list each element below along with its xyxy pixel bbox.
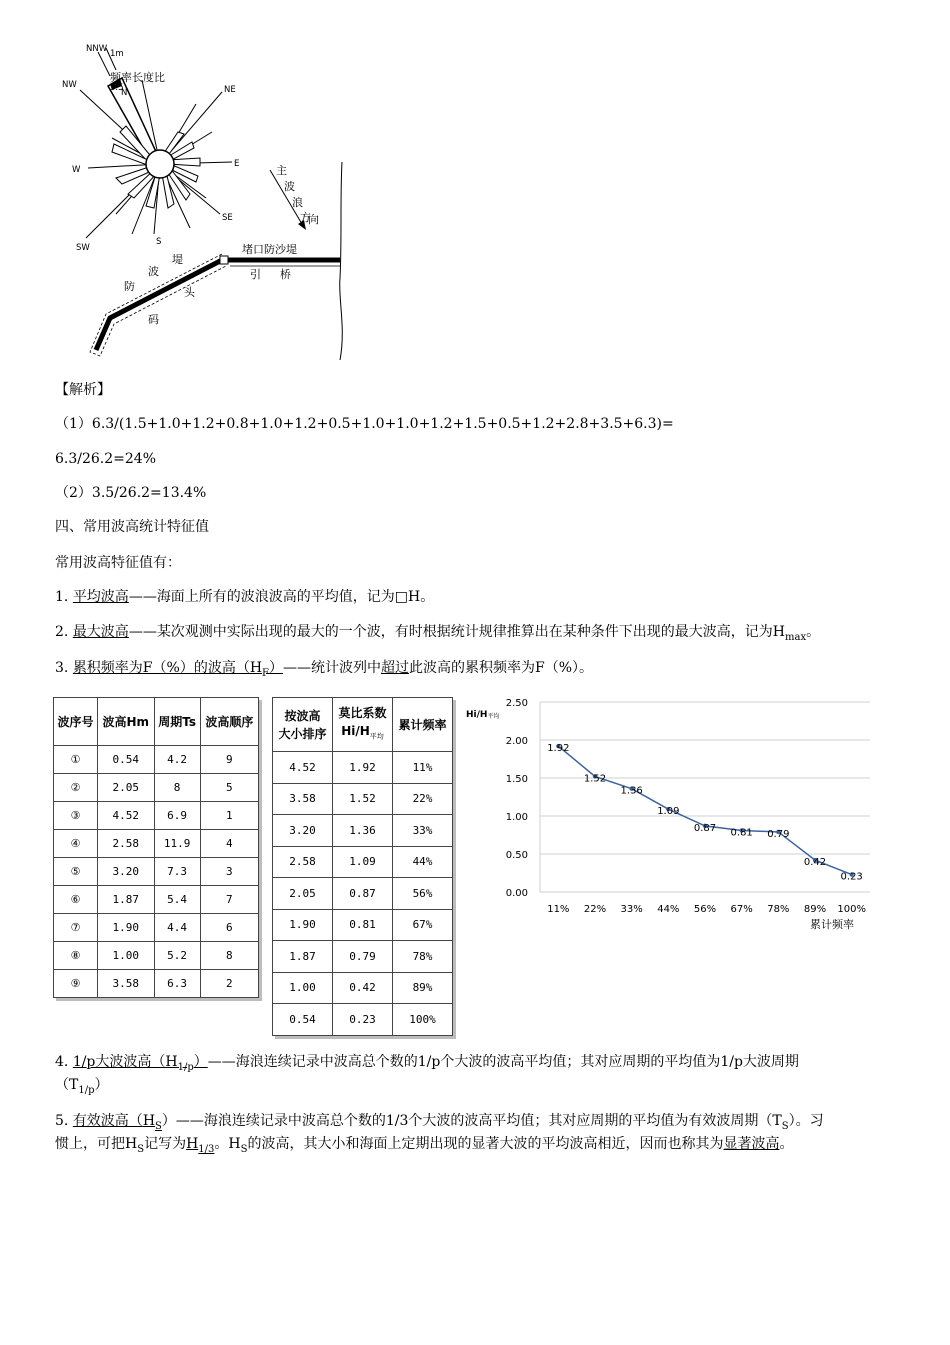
table-cell: 7.3 <box>154 858 200 886</box>
table-cell: 3.20 <box>273 815 333 847</box>
table-cell: 1.92 <box>333 752 393 784</box>
table2-row <box>273 815 453 847</box>
chart-data-label: 1.36 <box>620 785 643 797</box>
table-cell: 1.90 <box>273 909 333 941</box>
item-significant-wave-height: 5. 有效波高$(H_S)——$海浪连续记录中波高总个数的1/3个大波的波高平均值；其对应周期的平均值为有效波周期$(T_S)$。习 <box>55 1113 824 1132</box>
table-cell: ⑨ <box>54 970 98 998</box>
chart-ytick-label: 2.50 <box>505 698 528 709</box>
table2-row <box>273 1004 453 1036</box>
table-cell: 2.05 <box>273 878 333 910</box>
table-cell: 11% <box>393 752 453 784</box>
table-cell: 0.81 <box>333 909 393 941</box>
table-cell: 3.58 <box>98 970 155 998</box>
table-cell: 0.42 <box>333 972 393 1004</box>
table-cell: 78% <box>393 941 453 973</box>
table-cell: 2.58 <box>273 846 333 878</box>
table-cell: ⑥ <box>54 886 98 914</box>
table-cell: 67% <box>393 909 453 941</box>
wind-rose-diagram <box>50 38 350 363</box>
table-cell: 0.54 <box>273 1004 333 1036</box>
item-1p-wave-height: 4. 1/p大波波高$(H_{1/p})——$海浪连续记录中波高总个数的1/p个大波的波高平均值；其对应周期的平均值为1/p大波周期 <box>55 1054 799 1073</box>
pier-char-0: 防 <box>124 280 135 293</box>
chart-ytick-label: 0.00 <box>505 888 528 899</box>
table-cell: 1.36 <box>333 815 393 847</box>
table-cell: 0.23 <box>333 1004 393 1036</box>
label-se: SE <box>222 213 233 223</box>
table-cell: 2.58 <box>98 830 155 858</box>
table-cell: ⑧ <box>54 942 98 970</box>
table-cell: 0.87 <box>333 878 393 910</box>
table-cell: 6 <box>200 914 258 942</box>
table2-row <box>273 846 453 878</box>
table-cell: 8 <box>154 774 200 802</box>
table2-row <box>273 878 453 910</box>
table-cell: 0.54 <box>98 746 155 774</box>
table1-row <box>54 774 259 802</box>
main-wave-char-0: 主 <box>276 164 287 177</box>
chart-data-label: 1.52 <box>583 773 607 785</box>
table2-row <box>273 941 453 973</box>
table-cell: 89% <box>393 972 453 1004</box>
main-wave-char-2: 浪 <box>292 196 303 209</box>
table-cell: 1.87 <box>98 886 155 914</box>
chart-xtick-label: 56% <box>693 904 717 915</box>
term-average-wave-height: 平均波高 <box>72 589 129 605</box>
table2-row <box>273 752 453 784</box>
term-max-wave-height: 最大波高 <box>72 624 129 640</box>
main-wave-char-4: 向 <box>308 213 319 226</box>
chart-xtick-label: 100% <box>837 904 866 915</box>
label-s: S <box>156 237 162 247</box>
chart-xtick-label: 89% <box>803 904 827 915</box>
label-bridge-0: 引 <box>250 268 261 281</box>
pier-char-4: 码 <box>148 313 159 326</box>
chart-data-label: 0.81 <box>730 827 753 839</box>
wave-sequence-table <box>53 697 259 998</box>
chart-series-line <box>558 746 851 874</box>
label-scale: 3.5 <box>110 83 124 93</box>
chart-xtick-label: 11% <box>547 904 570 915</box>
label-nw: NW <box>62 80 77 90</box>
label-breakwater: 堵口防沙堤 <box>242 243 297 256</box>
table-cell: ⑤ <box>54 858 98 886</box>
table1-row <box>54 914 259 942</box>
chart-xlabel: 累计频率 <box>810 918 854 931</box>
table2-row <box>273 972 453 1004</box>
sorted-wave-table <box>272 697 453 1036</box>
label-e: E <box>234 159 240 169</box>
chart-data-label: 0.23 <box>840 871 863 883</box>
item-cumulative-wave-height: 3. 累积频率为F（%）的波高$(H_F)——$统计波列中超过此波高的累积频率为F（%）。 <box>55 660 594 679</box>
term-exceed: 超过 <box>381 660 409 676</box>
term-cumulative-wave-height: 累积频率为F（%）的波高$(H_F)$ <box>72 660 283 679</box>
label-ne: NE <box>224 85 236 95</box>
section-title: 四、常用波高统计特征值 <box>55 519 209 535</box>
table2-header: 累计频率 <box>393 698 453 752</box>
item-average-wave-height: 1. 平均波高——海面上所有的波浪波高的平均值，记为□H。 <box>55 589 435 605</box>
table2-row <box>273 783 453 815</box>
table-cell: 1.52 <box>333 783 393 815</box>
label-w: W <box>72 165 81 175</box>
table-cell: 9 <box>200 746 258 774</box>
table-cell: 2.05 <box>98 774 155 802</box>
chart-xtick-label: 22% <box>583 904 607 915</box>
table1-header: 波高顺序 <box>200 698 258 746</box>
chart-ytick-label: 1.50 <box>505 774 528 785</box>
table2-header: 莫比系数 $Hi/H_{平均}$ <box>333 698 393 752</box>
chart-xtick-label: 44% <box>657 904 680 915</box>
table-cell: 1 <box>200 802 258 830</box>
table-cell: 56% <box>393 878 453 910</box>
table-cell: 1.87 <box>273 941 333 973</box>
table-cell: 4 <box>200 830 258 858</box>
table1-row <box>54 858 259 886</box>
table-cell: 4.4 <box>154 914 200 942</box>
table-cell: 5 <box>200 774 258 802</box>
analysis-heading: 【解析】 <box>55 382 111 398</box>
table-cell: 6.3 <box>154 970 200 998</box>
table1-row <box>54 942 259 970</box>
table1-header: 波高Hm <box>98 698 155 746</box>
chart-data-label: 0.42 <box>803 857 827 869</box>
pier-char-2: 堤 <box>172 253 183 266</box>
table-cell: ② <box>54 774 98 802</box>
table-cell: 1.00 <box>98 942 155 970</box>
label-1m: 1m <box>110 49 124 59</box>
table-cell: 44% <box>393 846 453 878</box>
table-cell: 0.79 <box>333 941 393 973</box>
label-n: N <box>121 88 128 98</box>
analysis-line-3: （2）3.5/26.2=13.4% <box>55 485 207 501</box>
chart-data-label: 1.09 <box>657 806 680 818</box>
chart-data-label: 0.79 <box>767 828 790 840</box>
chart-data-label: 1.92 <box>547 743 570 755</box>
item-1p-wave-period: $(T_{1/p})$ <box>55 1077 109 1096</box>
table-cell: 3 <box>200 858 258 886</box>
chart-xtick-label: 78% <box>767 904 790 915</box>
table1-row <box>54 886 259 914</box>
table-cell: 6.9 <box>154 802 200 830</box>
table1-header: 周期Ts <box>154 698 200 746</box>
chart-ytick-label: 2.00 <box>505 736 528 747</box>
table-cell: 4.2 <box>154 746 200 774</box>
table2-header: 按波高 大小排序 <box>273 698 333 752</box>
chart-xtick-label: 67% <box>730 904 753 915</box>
cumulative-frequency-chart <box>460 690 880 940</box>
term-notable-wave-height: 显著波高 <box>723 1136 780 1152</box>
table-cell: 100% <box>393 1004 453 1036</box>
table1-row <box>54 830 259 858</box>
table-cell: 22% <box>393 783 453 815</box>
chart-data-label: 0.87 <box>693 822 717 834</box>
table2-row <box>273 909 453 941</box>
table-cell: ③ <box>54 802 98 830</box>
table-cell: 11.9 <box>154 830 200 858</box>
table-cell: 1.09 <box>333 846 393 878</box>
table-cell: 7 <box>200 886 258 914</box>
chart-ylabel: Hi/H平均 <box>466 710 500 720</box>
table1-row <box>54 746 259 774</box>
chart-xtick-label: 33% <box>620 904 643 915</box>
table-cell: 3.58 <box>273 783 333 815</box>
term-1p-wave-height: 1/p大波波高$(H_{1/p})$ <box>72 1054 208 1073</box>
table-cell: 4.52 <box>273 752 333 784</box>
table-cell: 4.52 <box>98 802 155 830</box>
chart-ytick-label: 1.00 <box>505 812 528 823</box>
pier-char-1: 波 <box>148 265 159 278</box>
table-cell: 33% <box>393 815 453 847</box>
table-cell: 8 <box>200 942 258 970</box>
pier-char-3: 头 <box>184 286 195 299</box>
table-cell: ⑦ <box>54 914 98 942</box>
table1-row <box>54 802 259 830</box>
table-cell: ① <box>54 746 98 774</box>
label-frequency-ratio: 频率长度比 <box>110 71 165 84</box>
analysis-line-1: （1）6.3/(1.5+1.0+1.2+0.8+1.0+1.2+0.5+1.0+1.0+1.2+1.5+0.5+1.2+2.8+3.5+6.3)= <box>55 416 674 432</box>
section-intro: 常用波高特征值有： <box>55 555 181 571</box>
table-cell: 5.4 <box>154 886 200 914</box>
main-wave-char-1: 波 <box>284 180 295 193</box>
table-cell: 1.90 <box>98 914 155 942</box>
main-wave-char-3: 方 <box>300 211 311 224</box>
item-significant-wave-height-cont: 惯上，可把$H_S$记写为$H_{1/3}$。$H_S$的波高，其大小和海面上定期出现的显著大波的平均波高相近，因而也称其为显著波高。 <box>55 1136 794 1155</box>
table-cell: 5.2 <box>154 942 200 970</box>
item-max-wave-height: 2. 最大波高——某次观测中实际出现的最大的一个波，有时根据统计规律推算出在某种条件下出现的最大波高，记为$H_{max}$。 <box>55 624 821 643</box>
label-sw: SW <box>76 243 90 253</box>
term-significant-wave-height: 有效波高（ <box>72 1113 143 1129</box>
table-cell: 1.00 <box>273 972 333 1004</box>
chart-ytick-label: 0.50 <box>505 850 528 861</box>
table-cell: 3.20 <box>98 858 155 886</box>
table-cell: ④ <box>54 830 98 858</box>
label-nnw: NNW <box>86 44 108 54</box>
label-bridge-1: 桥 <box>280 268 291 281</box>
table1-header: 波序号 <box>54 698 98 746</box>
analysis-line-2: 6.3/26.2=24% <box>55 451 157 467</box>
table1-row <box>54 970 259 998</box>
table-cell: 2 <box>200 970 258 998</box>
